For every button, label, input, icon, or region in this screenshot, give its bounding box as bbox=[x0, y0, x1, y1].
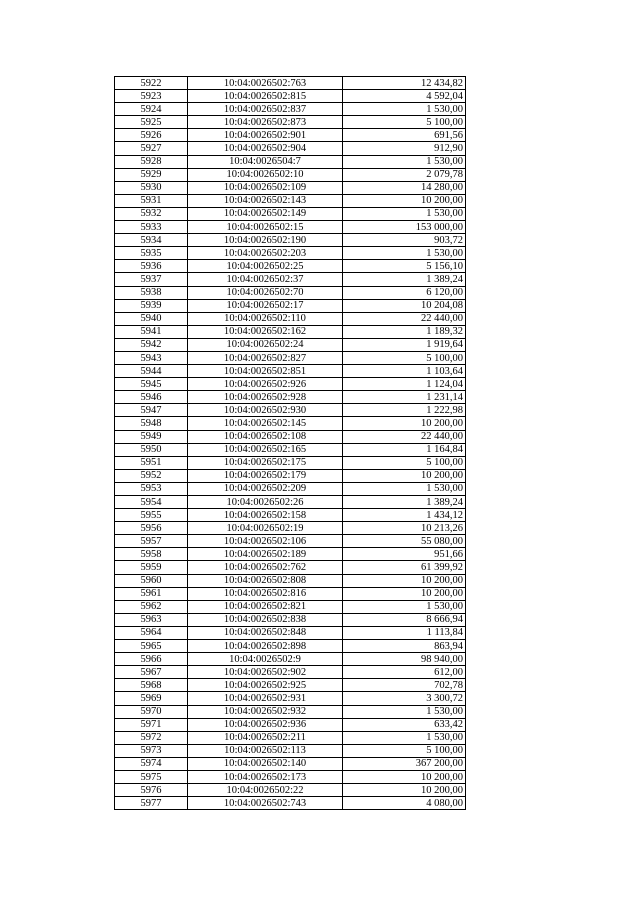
cadastral-number-cell: 10:04:0026502:932 bbox=[188, 705, 343, 718]
cadastral-number-cell: 10:04:0026502:24 bbox=[188, 338, 343, 351]
cadastral-value-cell: 153 000,00 bbox=[343, 221, 466, 234]
cadastral-value-cell: 903,72 bbox=[343, 234, 466, 247]
table-row bbox=[115, 731, 466, 744]
cadastral-number-cell: 10:04:0026502:108 bbox=[188, 430, 343, 443]
cadastral-value-cell: 951,66 bbox=[343, 548, 466, 561]
row-number-cell: 5964 bbox=[115, 626, 188, 639]
table-row bbox=[115, 535, 466, 548]
table-row bbox=[115, 600, 466, 613]
row-number-cell: 5928 bbox=[115, 155, 188, 168]
cadastral-value-cell: 2 079,78 bbox=[343, 168, 466, 181]
row-number-cell: 5939 bbox=[115, 299, 188, 312]
row-number-cell: 5942 bbox=[115, 338, 188, 351]
row-number-cell: 5929 bbox=[115, 168, 188, 181]
row-number-cell: 5954 bbox=[115, 496, 188, 509]
cadastral-value-cell: 367 200,00 bbox=[343, 757, 466, 770]
cadastral-value-cell: 1 164,84 bbox=[343, 443, 466, 456]
cadastral-value-cell: 691,56 bbox=[343, 129, 466, 142]
cadastral-number-cell: 10:04:0026502:901 bbox=[188, 129, 343, 142]
row-number-cell: 5960 bbox=[115, 574, 188, 587]
cadastral-number-cell: 10:04:0026502:902 bbox=[188, 666, 343, 679]
table-row bbox=[115, 116, 466, 129]
row-number-cell: 5955 bbox=[115, 509, 188, 522]
cadastral-number-cell: 10:04:0026502:145 bbox=[188, 417, 343, 430]
table-row bbox=[115, 587, 466, 600]
table-row bbox=[115, 273, 466, 286]
cadastral-number-cell: 10:04:0026502:209 bbox=[188, 482, 343, 495]
cadastral-value-cell: 6 120,00 bbox=[343, 286, 466, 299]
row-number-cell: 5925 bbox=[115, 116, 188, 129]
row-number-cell: 5941 bbox=[115, 325, 188, 338]
cadastral-value-cell: 98 940,00 bbox=[343, 653, 466, 666]
cadastral-number-cell: 10:04:0026502:140 bbox=[188, 757, 343, 770]
cadastral-value-cell: 4 592,04 bbox=[343, 90, 466, 103]
cadastral-value-cell: 10 213,26 bbox=[343, 522, 466, 535]
table-row bbox=[115, 181, 466, 194]
table-row bbox=[115, 260, 466, 273]
cadastral-number-cell: 10:04:0026502:113 bbox=[188, 744, 343, 757]
table-row bbox=[115, 417, 466, 430]
table-row bbox=[115, 378, 466, 391]
row-number-cell: 5970 bbox=[115, 705, 188, 718]
row-number-cell: 5953 bbox=[115, 482, 188, 495]
table-row bbox=[115, 561, 466, 574]
table-row bbox=[115, 666, 466, 679]
table-row bbox=[115, 168, 466, 181]
row-number-cell: 5924 bbox=[115, 103, 188, 116]
cadastral-value-cell: 5 156,10 bbox=[343, 260, 466, 273]
table-row bbox=[115, 509, 466, 522]
row-number-cell: 5951 bbox=[115, 456, 188, 469]
cadastral-value-cell: 61 399,92 bbox=[343, 561, 466, 574]
cadastral-value-cell: 912,90 bbox=[343, 142, 466, 155]
row-number-cell: 5930 bbox=[115, 181, 188, 194]
table-row bbox=[115, 574, 466, 587]
cadastral-number-cell: 10:04:0026502:815 bbox=[188, 90, 343, 103]
row-number-cell: 5968 bbox=[115, 679, 188, 692]
row-number-cell: 5952 bbox=[115, 469, 188, 482]
row-number-cell: 5926 bbox=[115, 129, 188, 142]
table-row bbox=[115, 522, 466, 535]
cadastral-number-cell: 10:04:0026502:203 bbox=[188, 247, 343, 260]
table-row bbox=[115, 299, 466, 312]
cadastral-value-cell: 863,94 bbox=[343, 640, 466, 653]
table-row bbox=[115, 653, 466, 666]
table-row bbox=[115, 338, 466, 351]
cadastral-value-cell: 1 222,98 bbox=[343, 404, 466, 417]
row-number-cell: 5945 bbox=[115, 378, 188, 391]
cadastral-number-cell: 10:04:0026502:70 bbox=[188, 286, 343, 299]
table-row bbox=[115, 142, 466, 155]
table-row bbox=[115, 797, 466, 810]
cadastral-value-cell: 55 080,00 bbox=[343, 535, 466, 548]
cadastral-value-cell: 1 530,00 bbox=[343, 207, 466, 220]
row-number-cell: 5935 bbox=[115, 247, 188, 260]
cadastral-number-cell: 10:04:0026502:898 bbox=[188, 640, 343, 653]
table-row bbox=[115, 692, 466, 705]
cadastral-number-cell: 10:04:0026502:926 bbox=[188, 378, 343, 391]
table-row bbox=[115, 221, 466, 234]
row-number-cell: 5931 bbox=[115, 194, 188, 207]
cadastral-value-cell: 1 530,00 bbox=[343, 731, 466, 744]
table-row bbox=[115, 443, 466, 456]
row-number-cell: 5949 bbox=[115, 430, 188, 443]
table-row bbox=[115, 613, 466, 626]
cadastral-value-cell: 5 100,00 bbox=[343, 744, 466, 757]
table-row bbox=[115, 626, 466, 639]
table-row bbox=[115, 207, 466, 220]
row-number-cell: 5969 bbox=[115, 692, 188, 705]
cadastral-number-cell: 10:04:0026502:936 bbox=[188, 718, 343, 731]
cadastral-value-cell: 10 200,00 bbox=[343, 770, 466, 783]
cadastral-number-cell: 10:04:0026502:22 bbox=[188, 784, 343, 797]
cadastral-number-cell: 10:04:0026502:827 bbox=[188, 351, 343, 364]
cadastral-value-cell: 1 103,64 bbox=[343, 365, 466, 378]
cadastral-value-cell: 3 300,72 bbox=[343, 692, 466, 705]
row-number-cell: 5974 bbox=[115, 757, 188, 770]
cadastral-number-cell: 10:04:0026502:173 bbox=[188, 770, 343, 783]
table-row bbox=[115, 194, 466, 207]
cadastral-value-cell: 5 100,00 bbox=[343, 351, 466, 364]
cadastral-value-cell: 1 530,00 bbox=[343, 705, 466, 718]
table-row bbox=[115, 90, 466, 103]
cadastral-number-cell: 10:04:0026502:762 bbox=[188, 561, 343, 574]
table-row bbox=[115, 129, 466, 142]
row-number-cell: 5959 bbox=[115, 561, 188, 574]
cadastral-number-cell: 10:04:0026504:7 bbox=[188, 155, 343, 168]
cadastral-number-cell: 10:04:0026502:179 bbox=[188, 469, 343, 482]
cadastral-number-cell: 10:04:0026502:838 bbox=[188, 613, 343, 626]
table-row bbox=[115, 744, 466, 757]
table-row bbox=[115, 365, 466, 378]
cadastral-value-cell: 1 530,00 bbox=[343, 155, 466, 168]
cadastral-value-cell: 1 919,64 bbox=[343, 338, 466, 351]
table-row bbox=[115, 155, 466, 168]
cadastral-value-cell: 1 231,14 bbox=[343, 391, 466, 404]
table-row bbox=[115, 430, 466, 443]
cadastral-value-cell: 1 530,00 bbox=[343, 482, 466, 495]
cadastral-number-cell: 10:04:0026502:175 bbox=[188, 456, 343, 469]
row-number-cell: 5972 bbox=[115, 731, 188, 744]
row-number-cell: 5971 bbox=[115, 718, 188, 731]
cadastral-number-cell: 10:04:0026502:162 bbox=[188, 325, 343, 338]
cadastral-value-cell: 1 389,24 bbox=[343, 273, 466, 286]
table-row bbox=[115, 705, 466, 718]
cadastral-value-cell: 633,42 bbox=[343, 718, 466, 731]
cadastral-value-cell: 1 434,12 bbox=[343, 509, 466, 522]
cadastral-value-cell: 1 113,84 bbox=[343, 626, 466, 639]
cadastral-number-cell: 10:04:0026502:808 bbox=[188, 574, 343, 587]
row-number-cell: 5938 bbox=[115, 286, 188, 299]
table-row bbox=[115, 103, 466, 116]
cadastral-value-cell: 1 530,00 bbox=[343, 600, 466, 613]
cadastral-number-cell: 10:04:0026502:143 bbox=[188, 194, 343, 207]
row-number-cell: 5966 bbox=[115, 653, 188, 666]
cadastral-number-cell: 10:04:0026502:930 bbox=[188, 404, 343, 417]
row-number-cell: 5947 bbox=[115, 404, 188, 417]
row-number-cell: 5944 bbox=[115, 365, 188, 378]
row-number-cell: 5975 bbox=[115, 770, 188, 783]
cadastral-value-cell: 10 200,00 bbox=[343, 194, 466, 207]
row-number-cell: 5927 bbox=[115, 142, 188, 155]
row-number-cell: 5973 bbox=[115, 744, 188, 757]
cadastral-number-cell: 10:04:0026502:106 bbox=[188, 535, 343, 548]
table-row bbox=[115, 679, 466, 692]
row-number-cell: 5962 bbox=[115, 600, 188, 613]
row-number-cell: 5922 bbox=[115, 77, 188, 90]
cadastral-number-cell: 10:04:0026502:9 bbox=[188, 653, 343, 666]
table-row bbox=[115, 351, 466, 364]
cadastral-number-cell: 10:04:0026502:816 bbox=[188, 587, 343, 600]
cadastral-number-cell: 10:04:0026502:928 bbox=[188, 391, 343, 404]
cadastral-value-cell: 1 124,04 bbox=[343, 378, 466, 391]
row-number-cell: 5950 bbox=[115, 443, 188, 456]
row-number-cell: 5940 bbox=[115, 312, 188, 325]
cadastral-number-cell: 10:04:0026502:165 bbox=[188, 443, 343, 456]
cadastral-number-cell: 10:04:0026502:109 bbox=[188, 181, 343, 194]
cadastral-number-cell: 10:04:0026502:925 bbox=[188, 679, 343, 692]
table-body bbox=[115, 77, 466, 810]
cadastral-number-cell: 10:04:0026502:211 bbox=[188, 731, 343, 744]
cadastral-number-cell: 10:04:0026502:17 bbox=[188, 299, 343, 312]
cadastral-number-cell: 10:04:0026502:19 bbox=[188, 522, 343, 535]
cadastral-number-cell: 10:04:0026502:110 bbox=[188, 312, 343, 325]
cadastral-number-cell: 10:04:0026502:149 bbox=[188, 207, 343, 220]
row-number-cell: 5963 bbox=[115, 613, 188, 626]
cadastral-number-cell: 10:04:0026502:190 bbox=[188, 234, 343, 247]
cadastral-number-cell: 10:04:0026502:821 bbox=[188, 600, 343, 613]
row-number-cell: 5961 bbox=[115, 587, 188, 600]
cadastral-value-cell: 22 440,00 bbox=[343, 312, 466, 325]
cadastral-value-cell: 1 530,00 bbox=[343, 247, 466, 260]
cadastral-value-cell: 4 080,00 bbox=[343, 797, 466, 810]
cadastral-number-cell: 10:04:0026502:763 bbox=[188, 77, 343, 90]
table-row bbox=[115, 404, 466, 417]
cadastral-value-cell: 8 666,94 bbox=[343, 613, 466, 626]
cadastral-value-cell: 5 100,00 bbox=[343, 456, 466, 469]
cadastral-number-cell: 10:04:0026502:15 bbox=[188, 221, 343, 234]
cadastral-value-cell: 1 389,24 bbox=[343, 496, 466, 509]
row-number-cell: 5932 bbox=[115, 207, 188, 220]
cadastral-number-cell: 10:04:0026502:189 bbox=[188, 548, 343, 561]
cadastral-value-table bbox=[114, 76, 466, 810]
cadastral-value-cell: 1 189,32 bbox=[343, 325, 466, 338]
cadastral-number-cell: 10:04:0026502:873 bbox=[188, 116, 343, 129]
cadastral-value-cell: 22 440,00 bbox=[343, 430, 466, 443]
table-row bbox=[115, 482, 466, 495]
row-number-cell: 5933 bbox=[115, 221, 188, 234]
cadastral-number-cell: 10:04:0026502:904 bbox=[188, 142, 343, 155]
table-row bbox=[115, 456, 466, 469]
cadastral-number-cell: 10:04:0026502:37 bbox=[188, 273, 343, 286]
table-row bbox=[115, 496, 466, 509]
cadastral-number-cell: 10:04:0026502:158 bbox=[188, 509, 343, 522]
row-number-cell: 5948 bbox=[115, 417, 188, 430]
cadastral-value-cell: 14 280,00 bbox=[343, 181, 466, 194]
cadastral-value-cell: 10 200,00 bbox=[343, 417, 466, 430]
cadastral-value-cell: 10 200,00 bbox=[343, 469, 466, 482]
cadastral-number-cell: 10:04:0026502:26 bbox=[188, 496, 343, 509]
table-row bbox=[115, 640, 466, 653]
cadastral-value-cell: 10 204,08 bbox=[343, 299, 466, 312]
row-number-cell: 5976 bbox=[115, 784, 188, 797]
cadastral-value-cell: 12 434,82 bbox=[343, 77, 466, 90]
row-number-cell: 5956 bbox=[115, 522, 188, 535]
row-number-cell: 5977 bbox=[115, 797, 188, 810]
row-number-cell: 5936 bbox=[115, 260, 188, 273]
table-row bbox=[115, 286, 466, 299]
table-row bbox=[115, 469, 466, 482]
cadastral-value-cell: 10 200,00 bbox=[343, 784, 466, 797]
row-number-cell: 5958 bbox=[115, 548, 188, 561]
row-number-cell: 5934 bbox=[115, 234, 188, 247]
row-number-cell: 5923 bbox=[115, 90, 188, 103]
table-row bbox=[115, 234, 466, 247]
cadastral-number-cell: 10:04:0026502:25 bbox=[188, 260, 343, 273]
table-row bbox=[115, 391, 466, 404]
row-number-cell: 5957 bbox=[115, 535, 188, 548]
table-row bbox=[115, 77, 466, 90]
cadastral-value-cell: 5 100,00 bbox=[343, 116, 466, 129]
cadastral-number-cell: 10:04:0026502:931 bbox=[188, 692, 343, 705]
table-row bbox=[115, 770, 466, 783]
cadastral-value-cell: 612,00 bbox=[343, 666, 466, 679]
cadastral-number-cell: 10:04:0026502:851 bbox=[188, 365, 343, 378]
cadastral-number-cell: 10:04:0026502:743 bbox=[188, 797, 343, 810]
table-row bbox=[115, 548, 466, 561]
row-number-cell: 5967 bbox=[115, 666, 188, 679]
table-row bbox=[115, 784, 466, 797]
table-row bbox=[115, 718, 466, 731]
cadastral-number-cell: 10:04:0026502:848 bbox=[188, 626, 343, 639]
cadastral-number-cell: 10:04:0026502:837 bbox=[188, 103, 343, 116]
table-row bbox=[115, 325, 466, 338]
cadastral-number-cell: 10:04:0026502:10 bbox=[188, 168, 343, 181]
cadastral-value-cell: 702,78 bbox=[343, 679, 466, 692]
table-row bbox=[115, 247, 466, 260]
table-row bbox=[115, 312, 466, 325]
table-row bbox=[115, 757, 466, 770]
row-number-cell: 5943 bbox=[115, 351, 188, 364]
row-number-cell: 5937 bbox=[115, 273, 188, 286]
cadastral-value-cell: 10 200,00 bbox=[343, 574, 466, 587]
row-number-cell: 5965 bbox=[115, 640, 188, 653]
row-number-cell: 5946 bbox=[115, 391, 188, 404]
cadastral-value-cell: 1 530,00 bbox=[343, 103, 466, 116]
cadastral-value-cell: 10 200,00 bbox=[343, 587, 466, 600]
